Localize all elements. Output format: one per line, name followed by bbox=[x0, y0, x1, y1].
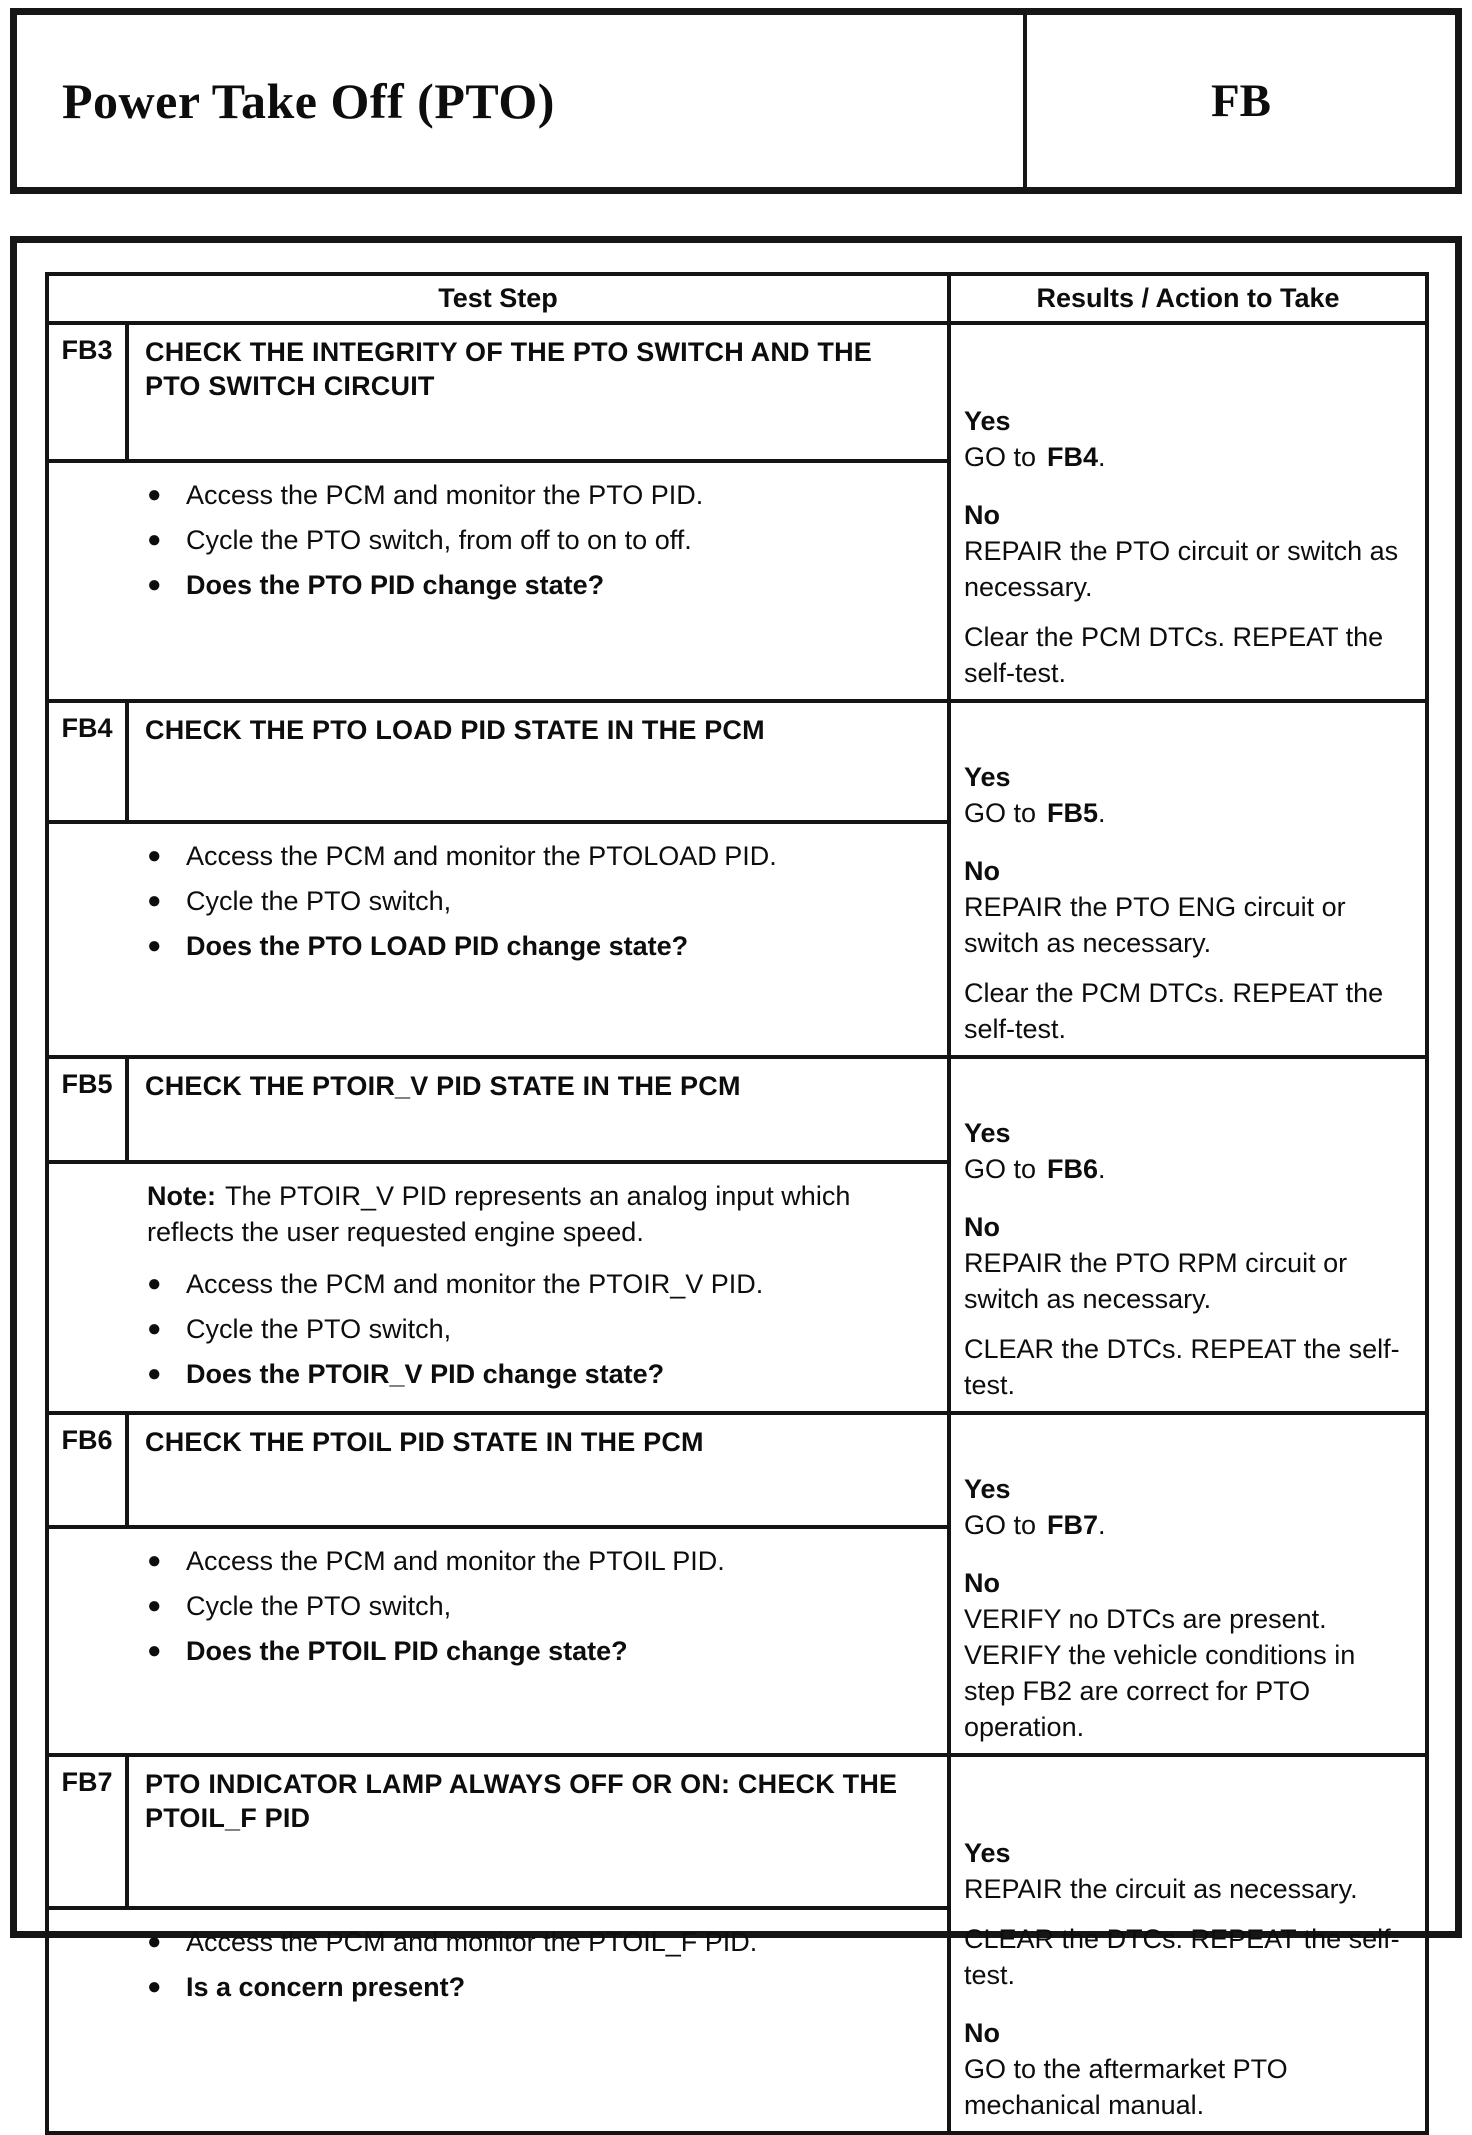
result-action bbox=[964, 795, 1413, 831]
page-header bbox=[10, 8, 1462, 194]
bullet-icon: ● bbox=[147, 1637, 162, 1664]
step-results-cell bbox=[949, 1755, 1427, 2133]
action-target: FB4 bbox=[1047, 442, 1099, 472]
action-text: . bbox=[1098, 442, 1106, 472]
test-question: ● Does the PTOIL PID change state? bbox=[147, 1633, 933, 1669]
result-action: REPAIR the PTO RPM circuit or switch as necessary. bbox=[964, 1248, 1348, 1314]
column-header-row bbox=[47, 274, 1427, 323]
result-action: GO to the aftermarket PTO mechanical manual. bbox=[964, 2054, 1288, 2120]
page-title-cell bbox=[17, 15, 1027, 187]
action-text: GO to bbox=[964, 1510, 1037, 1540]
result-action: REPAIR the PTO circuit or switch as necessary. bbox=[964, 536, 1399, 602]
step-fb4-header-row bbox=[47, 701, 1427, 822]
result-no-label: No bbox=[964, 1212, 1000, 1242]
instruction-list bbox=[49, 1924, 933, 2005]
note-label: Note: bbox=[147, 1181, 216, 1211]
result-action: CLEAR the DTCs. REPEAT the self-test. bbox=[964, 1924, 1400, 1990]
test-instruction: ● Access the PCM and monitor the PTOIL PID. bbox=[147, 1543, 933, 1579]
result-action bbox=[964, 439, 1413, 475]
bullet-icon: ● bbox=[147, 1547, 162, 1574]
action-text: . bbox=[1098, 798, 1106, 828]
test-instruction: ● Access the PCM and monitor the PTOIL_F PID. bbox=[147, 1924, 933, 1960]
step-id: FB7 bbox=[47, 1755, 127, 1908]
result-yes-label: Yes bbox=[964, 762, 1011, 792]
note-text: The PTOIR_V PID represents an analog input which reflects the user requested engine speed. bbox=[147, 1181, 851, 1247]
action-text: GO to bbox=[964, 798, 1037, 828]
bullet-icon: ● bbox=[147, 1360, 162, 1387]
step-instructions-cell bbox=[47, 1527, 949, 1755]
instruction-list bbox=[49, 1543, 933, 1669]
step-instructions-cell bbox=[47, 1908, 949, 2133]
bullet-icon: ● bbox=[147, 526, 162, 553]
step-title: PTO INDICATOR LAMP ALWAYS OFF OR ON: CHECK THE PTOIL_F PID bbox=[127, 1755, 949, 1908]
instruction-list bbox=[49, 838, 933, 964]
step-id: FB6 bbox=[47, 1413, 127, 1527]
action-text: . bbox=[1098, 1154, 1106, 1184]
result-action: CLEAR the DTCs. REPEAT the self-test. bbox=[964, 1334, 1400, 1400]
result-no-label: No bbox=[964, 856, 1000, 886]
section-code: FB bbox=[1210, 75, 1272, 127]
step-note bbox=[147, 1178, 903, 1250]
result-action: REPAIR the PTO ENG circuit or switch as necessary. bbox=[964, 892, 1346, 958]
test-instruction: ● Access the PCM and monitor the PTO PID. bbox=[147, 477, 933, 513]
bullet-icon: ● bbox=[147, 1973, 162, 2000]
result-action bbox=[964, 1507, 1413, 1543]
result-yes-label: Yes bbox=[964, 1118, 1011, 1148]
step-instructions-cell bbox=[47, 822, 949, 1057]
bullet-icon: ● bbox=[147, 1928, 162, 1955]
test-question: ● Is a concern present? bbox=[147, 1969, 933, 2005]
step-results-cell bbox=[949, 1413, 1427, 1755]
result-yes-label: Yes bbox=[964, 1838, 1011, 1868]
instruction-list bbox=[49, 1266, 933, 1392]
step-results-cell bbox=[949, 701, 1427, 1057]
test-question: ● Does the PTOIR_V PID change state? bbox=[147, 1356, 933, 1392]
step-id: FB5 bbox=[47, 1057, 127, 1162]
step-fb5-header-row bbox=[47, 1057, 1427, 1162]
step-fb3-header-row bbox=[47, 323, 1427, 461]
instruction-list bbox=[49, 477, 933, 603]
bullet-icon: ● bbox=[147, 1315, 162, 1342]
pinpoint-test-table bbox=[45, 272, 1429, 2135]
result-action: VERIFY no DTCs are present. VERIFY the vehicle conditions in step FB2 are correct for PTO operation. bbox=[964, 1604, 1356, 1742]
test-instruction: ● Cycle the PTO switch, bbox=[147, 1311, 933, 1347]
test-instruction: ● Access the PCM and monitor the PTOLOAD PID. bbox=[147, 838, 933, 874]
step-id: FB4 bbox=[47, 701, 127, 822]
test-question: ● Does the PTO LOAD PID change state? bbox=[147, 928, 933, 964]
action-text: GO to bbox=[964, 1154, 1037, 1184]
bullet-icon: ● bbox=[147, 932, 162, 959]
result-no-label: No bbox=[964, 2018, 1000, 2048]
test-step-column-header: Test Step bbox=[47, 274, 949, 323]
step-instructions-cell bbox=[47, 461, 949, 701]
result-action: REPAIR the circuit as necessary. bbox=[964, 1874, 1358, 1904]
result-action: Clear the PCM DTCs. REPEAT the self-test. bbox=[964, 622, 1384, 688]
result-no-label: No bbox=[964, 500, 1000, 530]
pinpoint-test-box bbox=[10, 236, 1462, 2120]
bullet-icon: ● bbox=[147, 1270, 162, 1297]
test-instruction: ● Cycle the PTO switch, bbox=[147, 883, 933, 919]
step-title: CHECK THE PTOIL PID STATE IN THE PCM bbox=[127, 1413, 949, 1527]
step-results-cell bbox=[949, 323, 1427, 701]
action-target: FB5 bbox=[1047, 798, 1099, 828]
result-action bbox=[964, 1151, 1413, 1187]
result-no-label: No bbox=[964, 1568, 1000, 1598]
bullet-icon: ● bbox=[147, 1592, 162, 1619]
action-text: . bbox=[1098, 1510, 1106, 1540]
action-target: FB6 bbox=[1047, 1154, 1099, 1184]
step-title: CHECK THE INTEGRITY OF THE PTO SWITCH AND THE PTO SWITCH CIRCUIT bbox=[127, 323, 949, 461]
step-results-cell bbox=[949, 1057, 1427, 1413]
step-instructions-cell bbox=[47, 1162, 949, 1413]
test-instruction: ● Cycle the PTO switch, bbox=[147, 1588, 933, 1624]
action-text: GO to bbox=[964, 442, 1037, 472]
result-yes-label: Yes bbox=[964, 406, 1011, 436]
bullet-icon: ● bbox=[147, 571, 162, 598]
bullet-icon: ● bbox=[147, 842, 162, 869]
bullet-icon: ● bbox=[147, 481, 162, 508]
step-title: CHECK THE PTOIR_V PID STATE IN THE PCM bbox=[127, 1057, 949, 1162]
test-question: ● Does the PTO PID change state? bbox=[147, 567, 933, 603]
page-title: Power Take Off (PTO) bbox=[62, 73, 555, 129]
results-column-header: Results / Action to Take bbox=[949, 274, 1427, 323]
result-action: Clear the PCM DTCs. REPEAT the self-test. bbox=[964, 978, 1384, 1044]
step-fb6-header-row bbox=[47, 1413, 1427, 1527]
step-fb7-header-row bbox=[47, 1755, 1427, 1908]
step-title: CHECK THE PTO LOAD PID STATE IN THE PCM bbox=[127, 701, 949, 822]
step-id: FB3 bbox=[47, 323, 127, 461]
test-instruction: ● Cycle the PTO switch, from off to on to off. bbox=[147, 522, 933, 558]
action-target: FB7 bbox=[1047, 1510, 1099, 1540]
test-instruction: ● Access the PCM and monitor the PTOIR_V PID. bbox=[147, 1266, 933, 1302]
bullet-icon: ● bbox=[147, 887, 162, 914]
result-yes-label: Yes bbox=[964, 1474, 1011, 1504]
